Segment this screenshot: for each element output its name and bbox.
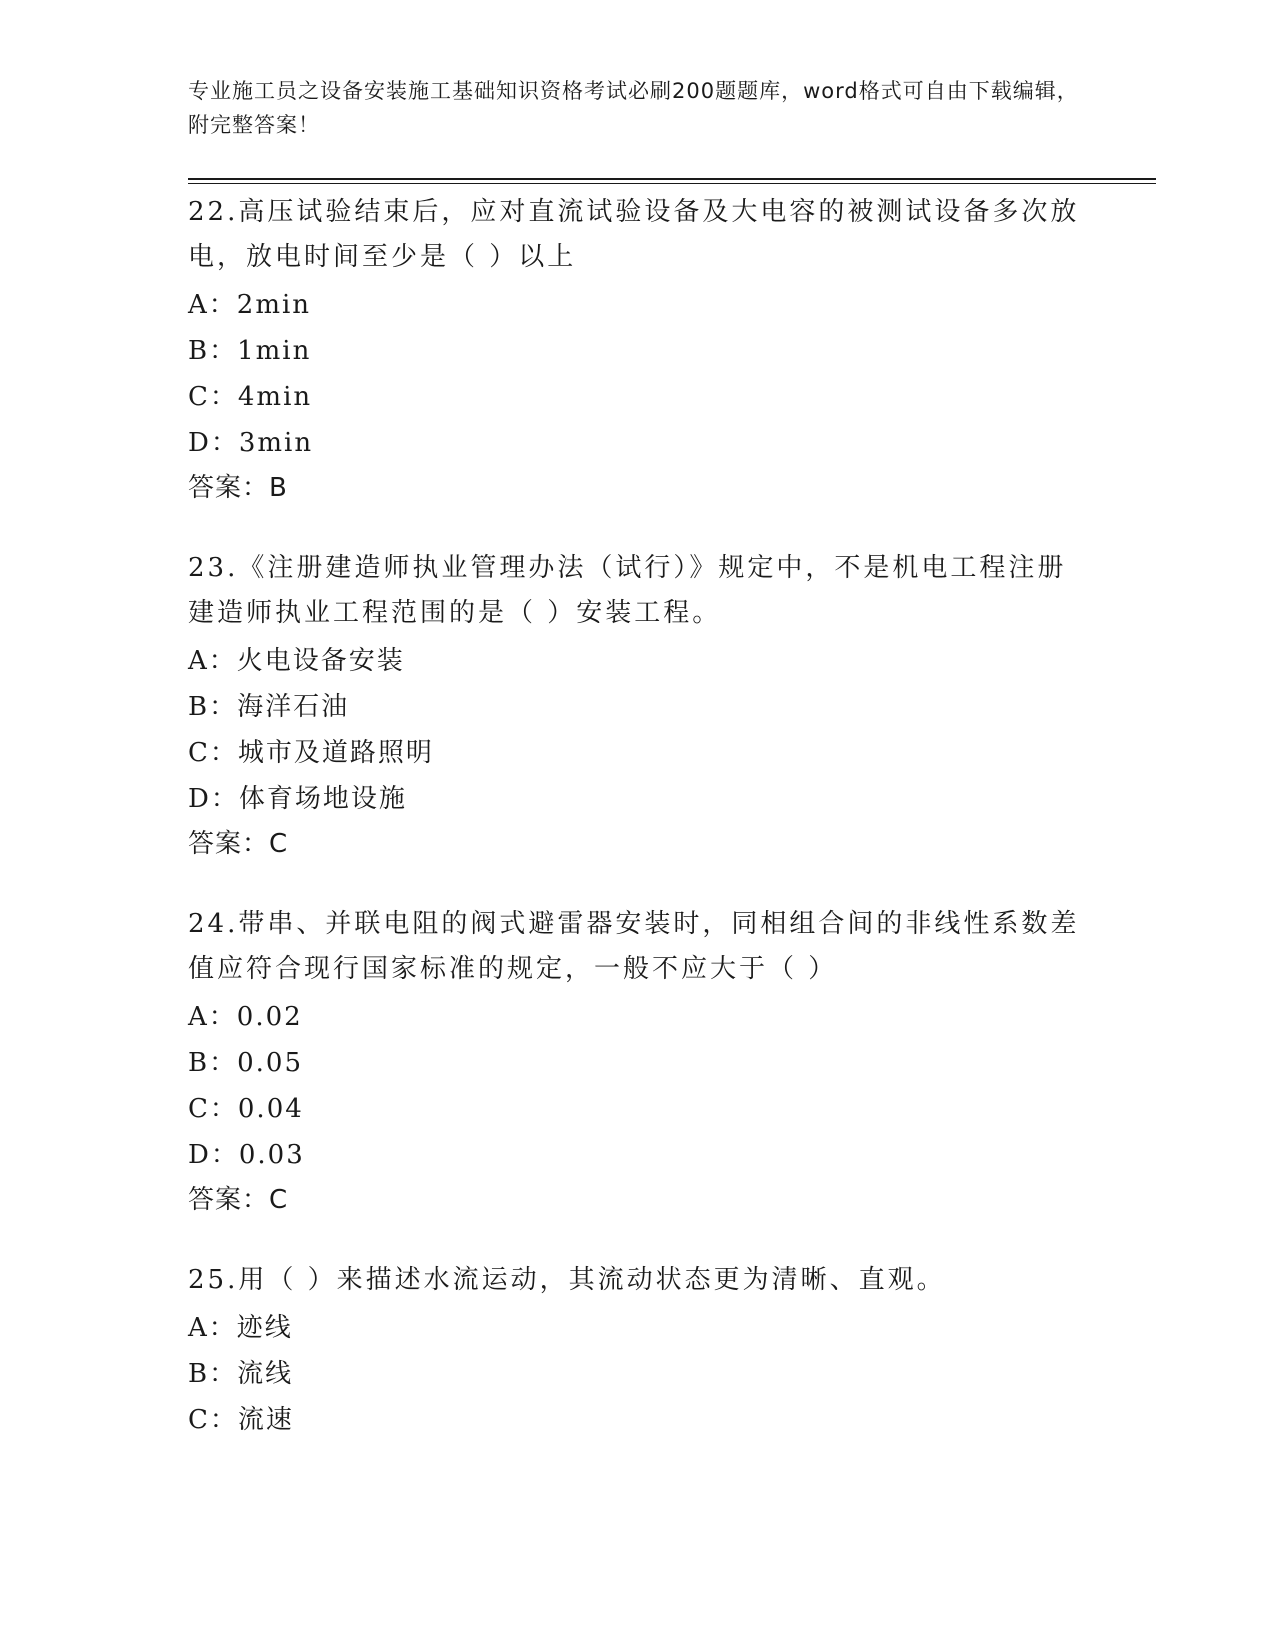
- header-divider-thin: [188, 183, 1156, 184]
- option-c: C：4min: [188, 382, 313, 412]
- option-b: B：海洋石油: [188, 692, 350, 722]
- option-d: D：0.03: [188, 1140, 305, 1170]
- question-stem: 24.带串、并联电阻的阀式避雷器安装时，同相组合间的非线性系数差值应符合现行国家标准的规定，一般不应大于（ ）: [188, 909, 1080, 984]
- option-a: A：2min: [188, 290, 312, 320]
- option-a: A：火电设备安装: [188, 646, 405, 676]
- option-c: C：0.04: [188, 1094, 304, 1124]
- header-divider: [188, 178, 1156, 180]
- option-d: D：体育场地设施: [188, 784, 407, 814]
- question-stem: 25.用（ ）来描述水流运动，其流动状态更为清晰、直观。: [188, 1265, 946, 1295]
- question-stem: 22.高压试验结束后，应对直流试验设备及大电容的被测试设备多次放电，放电时间至少是（ ）以上: [188, 197, 1080, 272]
- answer-line: 答案：C: [188, 1185, 289, 1215]
- option-b: B：1min: [188, 336, 312, 366]
- option-d: D：3min: [188, 428, 314, 458]
- question-22: [188, 190, 1088, 510]
- question-stem: 23.《注册建造师执业管理办法（试行）》规定中，不是机电工程注册建造师执业工程范围的是（ ）安装工程。: [188, 553, 1067, 628]
- option-b: B：流线: [188, 1359, 294, 1389]
- answer-line: 答案：C: [188, 829, 289, 859]
- option-b: B：0.05: [188, 1048, 303, 1078]
- question-24: [188, 902, 1088, 1222]
- answer-line: 答案：B: [188, 473, 288, 503]
- document-header: 专业施工员之设备安装施工基础知识资格考试必刷200题题库，word格式可自由下载编辑，附完整答案！: [188, 79, 1079, 137]
- option-c: C：城市及道路照明: [188, 738, 434, 768]
- option-c: C：流速: [188, 1405, 294, 1435]
- option-a: A：迹线: [188, 1313, 293, 1343]
- question-list: [188, 190, 1088, 1479]
- question-25: [188, 1258, 1088, 1443]
- question-23: [188, 546, 1088, 866]
- option-a: A：0.02: [188, 1002, 303, 1032]
